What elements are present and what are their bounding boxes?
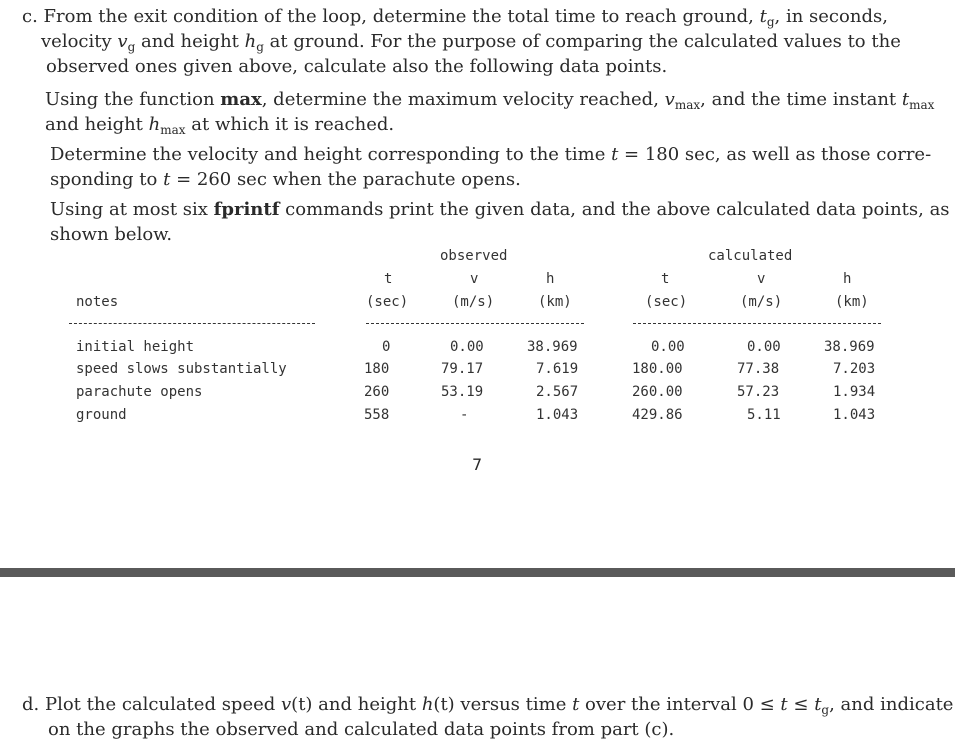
- row-4-note: ground: [76, 407, 127, 423]
- max-line-1: Using the function max, determine the maximum velocity reached, $v_{max}$, and the time instant $t_{max}$: [45, 89, 935, 112]
- row-2-v-calc: 77.38: [737, 361, 780, 377]
- row-4-h-obs: 1.043: [536, 407, 579, 423]
- unit-km-observed: (km): [538, 294, 572, 310]
- row-4-t-calc: 429.86: [632, 407, 683, 423]
- notes-header: notes: [76, 294, 119, 310]
- part-c-line-1: c. From the exit condition of the loop, determine the total time to reach ground, $t_g$, in seconds,: [22, 6, 888, 29]
- part-c-paragraph: [22, 4, 901, 79]
- row-2-h-calc: 7.203: [833, 361, 876, 377]
- sym-v-observed: v: [470, 271, 479, 287]
- vg-symbol: v: [117, 31, 128, 52]
- velocity-line-2: sponding to t = 260 sec when the parachute opens.: [50, 169, 521, 190]
- unit-ms-observed: (m/s): [452, 294, 495, 310]
- dash-rule-calculated: [633, 323, 881, 324]
- fprintf-command: fprintf: [213, 199, 280, 220]
- page-number: 7: [472, 455, 483, 474]
- max-paragraph: [45, 87, 934, 137]
- row-2-t-obs: 180: [364, 361, 390, 377]
- part-c-line-2: velocity $v_g$ and height $h_g$ at ground. For the purpose of comparing the calculated values to the: [41, 31, 901, 54]
- row-1-h-obs: 38.969: [527, 339, 578, 355]
- row-2-h-obs: 7.619: [536, 361, 579, 377]
- row-4-t-obs: 558: [364, 407, 390, 423]
- row-1-t-calc: 0.00: [651, 339, 685, 355]
- part-d-line-1: d. Plot the calculated speed v(t) and height h(t) versus time t over the interval $0 \le t \le t_g$, and indicate: [22, 694, 954, 717]
- part-c-line-3: observed ones given above, calculate also the following data points.: [46, 56, 668, 77]
- row-3-h-calc: 1.934: [833, 384, 876, 400]
- hg-symbol: h: [244, 31, 257, 52]
- row-1-v-obs: 0.00: [450, 339, 484, 355]
- unit-ms-calculated: (m/s): [740, 294, 783, 310]
- fprintf-paragraph: [50, 197, 950, 247]
- row-2-note: speed slows substantially: [76, 361, 287, 377]
- sym-t-observed: t: [384, 271, 393, 287]
- row-1-t-obs: 0: [382, 339, 391, 355]
- row-4-v-calc: 5.11: [747, 407, 781, 423]
- sym-h-calculated: h: [843, 271, 852, 287]
- row-3-h-obs: 2.567: [536, 384, 579, 400]
- row-3-v-obs: 53.19: [441, 384, 484, 400]
- row-1-h-calc: 38.969: [824, 339, 875, 355]
- row-2-t-calc: 180.00: [632, 361, 683, 377]
- unit-sec-observed: (sec): [366, 294, 409, 310]
- row-1-v-calc: 0.00: [747, 339, 781, 355]
- sym-t-calculated: t: [661, 271, 670, 287]
- group-observed-header: observed: [440, 248, 508, 264]
- velocity-paragraph: [50, 142, 931, 192]
- row-4-h-calc: 1.043: [833, 407, 876, 423]
- fprintf-line-1: Using at most six fprintf commands print the given data, and the above calculated data points, as: [50, 199, 950, 220]
- sym-h-observed: h: [546, 271, 555, 287]
- row-3-note: parachute opens: [76, 384, 203, 400]
- max-function: max: [220, 89, 262, 110]
- unit-sec-calculated: (sec): [645, 294, 688, 310]
- dash-rule-notes: [69, 323, 315, 324]
- part-d-line-2: on the graphs the observed and calculated data points from part (c).: [48, 719, 675, 740]
- row-4-v-obs: -: [460, 407, 469, 423]
- row-3-t-calc: 260.00: [632, 384, 683, 400]
- dash-rule-observed: [366, 323, 584, 324]
- page-separator: [0, 568, 955, 577]
- row-2-v-obs: 79.17: [441, 361, 484, 377]
- unit-km-calculated: (km): [835, 294, 869, 310]
- row-3-t-obs: 260: [364, 384, 390, 400]
- row-1-note: initial height: [76, 339, 195, 355]
- sym-v-calculated: v: [757, 271, 766, 287]
- group-calculated-header: calculated: [708, 248, 793, 264]
- fprintf-line-2: shown below.: [50, 224, 173, 245]
- max-line-2: and height $h_{max}$ at which it is reached.: [45, 114, 395, 137]
- row-3-v-calc: 57.23: [737, 384, 780, 400]
- velocity-line-1: Determine the velocity and height corresponding to the time t = 180 sec, as well as those corre-: [50, 144, 932, 165]
- tg-symbol: t: [759, 6, 767, 27]
- part-d-paragraph: [22, 692, 953, 742]
